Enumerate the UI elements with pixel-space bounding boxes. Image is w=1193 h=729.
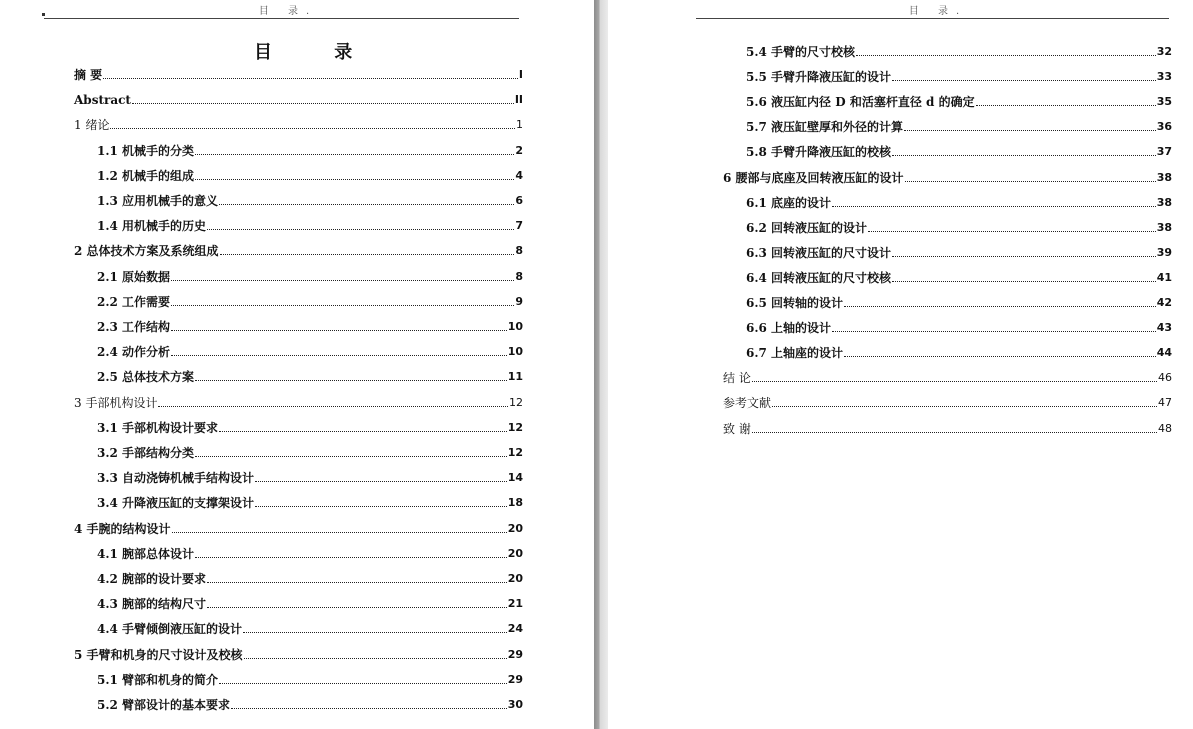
toc-entry[interactable] xyxy=(97,694,523,712)
toc-page-number: 38 xyxy=(1156,196,1172,209)
toc-entry[interactable] xyxy=(746,66,1172,84)
toc-entry[interactable] xyxy=(746,242,1172,260)
toc-entry-title: 3 手部机构设计 xyxy=(74,396,158,410)
toc-entry-title: 1.2 机械手的组成 xyxy=(97,169,195,183)
toc-page-number: 35 xyxy=(1156,95,1172,108)
dot-leader xyxy=(132,103,514,104)
dot-leader xyxy=(856,55,1156,56)
toc-page-number: 39 xyxy=(1156,246,1172,259)
dot-leader xyxy=(772,406,1157,407)
toc-entry[interactable] xyxy=(97,543,523,561)
toc-entry[interactable] xyxy=(97,190,523,208)
dot-leader xyxy=(171,280,514,281)
toc-entry-title: 3.4 升降液压缸的支撑架设计 xyxy=(97,496,255,510)
toc-entry[interactable] xyxy=(746,116,1172,134)
dot-leader xyxy=(207,582,507,583)
toc-entry[interactable] xyxy=(74,518,523,536)
toc-entry[interactable] xyxy=(746,41,1172,59)
toc-page-number: 18 xyxy=(507,496,523,509)
toc-page-number: 29 xyxy=(507,648,523,661)
toc-page-number: 41 xyxy=(1156,271,1172,284)
toc-entry-title: 6.5 回转轴的设计 xyxy=(746,296,844,310)
toc-entry[interactable] xyxy=(746,192,1172,210)
toc-entry-title: 结 论 xyxy=(723,371,751,385)
dot-leader xyxy=(892,155,1156,156)
toc-page-number: I xyxy=(518,68,523,81)
toc-entry[interactable] xyxy=(97,366,523,384)
toc-entry-title: 5.6 液压缸内径 D 和活塞杆直径 d 的确定 xyxy=(746,95,975,109)
toc-page-number: 42 xyxy=(1156,296,1172,309)
toc-entry-title: 1 绪论 xyxy=(74,118,110,132)
toc-entry-title: Abstract xyxy=(74,93,131,107)
toc-entry-title: 4.1 腕部总体设计 xyxy=(97,547,195,561)
toc-entry[interactable] xyxy=(746,292,1172,310)
toc-page-number: 48 xyxy=(1158,422,1172,435)
dot-leader xyxy=(255,506,507,507)
toc-page-number: 20 xyxy=(507,572,523,585)
toc-page-number: 47 xyxy=(1158,396,1172,409)
toc-entry[interactable] xyxy=(97,618,523,636)
toc-page-number: 9 xyxy=(515,295,523,308)
dot-leader xyxy=(905,181,1156,182)
toc-entry-title: 1.3 应用机械手的意义 xyxy=(97,194,219,208)
toc-entry-title: 2.1 原始数据 xyxy=(97,270,171,284)
toc-entry-title: 4 手腕的结构设计 xyxy=(74,522,171,536)
toc-page-number: 10 xyxy=(507,320,523,333)
dot-leader xyxy=(195,456,507,457)
document-page-left xyxy=(0,0,594,729)
dot-leader xyxy=(171,330,507,331)
toc-entry[interactable] xyxy=(97,316,523,334)
toc-page-number: 12 xyxy=(507,421,523,434)
toc-entry-title: 6.2 回转液压缸的设计 xyxy=(746,221,868,235)
dot-leader xyxy=(255,481,507,482)
toc-page-number: 33 xyxy=(1156,70,1172,83)
toc-entry-title: 摘 要 xyxy=(74,68,103,82)
toc-entry-title: 5 手臂和机身的尺寸设计及校核 xyxy=(74,648,243,662)
toc-page-number: II xyxy=(514,93,523,106)
dot-leader xyxy=(892,80,1156,81)
header-rule xyxy=(696,18,1169,19)
toc-entry[interactable] xyxy=(97,165,523,183)
toc-entry-title: 4.3 腕部的结构尺寸 xyxy=(97,597,207,611)
toc-page-number: 21 xyxy=(507,597,523,610)
toc-entry-title: 致 谢 xyxy=(723,422,751,436)
toc-page-number: 46 xyxy=(1158,371,1172,384)
toc-page-number: 8 xyxy=(515,270,523,283)
toc-entry-title: 1.4 用机械手的历史 xyxy=(97,219,207,233)
toc-entry[interactable] xyxy=(97,417,523,435)
toc-entry-title: 4.4 手臂倾倒液压缸的设计 xyxy=(97,622,243,636)
document-page-right xyxy=(608,0,1193,729)
toc-entry-title: 3.3 自动浇铸机械手结构设计 xyxy=(97,471,255,485)
page-header: 目 录. xyxy=(258,6,318,17)
dot-leader xyxy=(832,206,1156,207)
dot-leader xyxy=(110,128,515,129)
dot-leader xyxy=(219,431,507,432)
toc-entry-title: 5.8 手臂升降液压缸的校核 xyxy=(746,145,892,159)
toc-entry[interactable] xyxy=(97,442,523,460)
toc-entry[interactable] xyxy=(97,341,523,359)
dot-leader xyxy=(244,658,507,659)
dot-leader xyxy=(243,632,507,633)
page-gutter xyxy=(594,0,608,729)
toc-page-number: 12 xyxy=(507,446,523,459)
toc-page-number: 7 xyxy=(515,219,523,232)
toc-entry[interactable] xyxy=(74,114,523,132)
dot-leader xyxy=(195,179,514,180)
toc-page-number: 30 xyxy=(507,698,523,711)
toc-entry-title: 2.4 动作分析 xyxy=(97,345,171,359)
toc-page-number: 20 xyxy=(507,522,523,535)
toc-entry-title: 5.4 手臂的尺寸校核 xyxy=(746,45,856,59)
toc-entry[interactable] xyxy=(74,89,523,107)
toc-entry[interactable] xyxy=(723,167,1172,185)
dot-leader xyxy=(892,256,1156,257)
toc-page-number: 12 xyxy=(509,396,523,409)
toc-page-number: 38 xyxy=(1156,221,1172,234)
toc-page-number: 2 xyxy=(515,144,523,157)
dot-leader xyxy=(976,105,1156,106)
dot-leader xyxy=(171,355,507,356)
toc-entry[interactable] xyxy=(723,367,1172,385)
toc-entry-title: 6 腰部与底座及回转液压缸的设计 xyxy=(723,171,904,185)
toc-entry[interactable] xyxy=(97,593,523,611)
dot-leader xyxy=(752,381,1157,382)
dot-leader xyxy=(207,607,507,608)
toc-entry[interactable] xyxy=(746,141,1172,159)
toc-entry-title: 3.1 手部机构设计要求 xyxy=(97,421,219,435)
dot-leader xyxy=(171,305,514,306)
toc-entry-title: 6.7 上轴座的设计 xyxy=(746,346,844,360)
toc-entry-title: 2 总体技术方案及系统组成 xyxy=(74,244,219,258)
toc-page-number: 4 xyxy=(515,169,523,182)
toc-entry[interactable] xyxy=(97,568,523,586)
toc-page-number: 44 xyxy=(1156,346,1172,359)
toc-entry-title: 6.1 底座的设计 xyxy=(746,196,832,210)
toc-entry-title: 3.2 手部结构分类 xyxy=(97,446,195,460)
toc-entry[interactable] xyxy=(97,266,523,284)
toc-page-number: 20 xyxy=(507,547,523,560)
toc-page-number: 10 xyxy=(507,345,523,358)
toc-entry-title: 2.5 总体技术方案 xyxy=(97,370,195,384)
dot-leader xyxy=(231,708,507,709)
toc-entry-title: 5.7 液压缸壁厚和外径的计算 xyxy=(746,120,904,134)
toc-entry-title: 4.2 腕部的设计要求 xyxy=(97,572,207,586)
toc-entry[interactable] xyxy=(74,240,523,258)
toc-entry-title: 2.2 工作需要 xyxy=(97,295,171,309)
toc-entry[interactable] xyxy=(746,317,1172,335)
dot-leader xyxy=(195,154,514,155)
toc-page-number: 1 xyxy=(516,118,523,131)
dot-leader xyxy=(832,331,1156,332)
toc-entry[interactable] xyxy=(746,342,1172,360)
toc-page-number: 37 xyxy=(1156,145,1172,158)
toc-title: 目 录 xyxy=(254,42,381,63)
toc-entry[interactable] xyxy=(74,392,523,410)
toc-entry[interactable] xyxy=(97,467,523,485)
toc-entry-title: 5.1 臂部和机身的简介 xyxy=(97,673,219,687)
dot-leader xyxy=(844,306,1156,307)
toc-page-number: 14 xyxy=(507,471,523,484)
toc-entry-title: 6.4 回转液压缸的尺寸校核 xyxy=(746,271,892,285)
toc-entry[interactable] xyxy=(723,392,1172,410)
dot-leader xyxy=(195,380,507,381)
toc-entry[interactable] xyxy=(97,669,523,687)
dot-leader xyxy=(868,231,1156,232)
toc-entry[interactable] xyxy=(746,91,1172,109)
toc-page-number: 29 xyxy=(507,673,523,686)
toc-entry[interactable] xyxy=(723,418,1172,436)
dot-leader xyxy=(207,229,514,230)
toc-entry[interactable] xyxy=(746,217,1172,235)
page-header: 目 录. xyxy=(908,6,968,17)
toc-page-number: 32 xyxy=(1156,45,1172,58)
dot-leader xyxy=(172,532,507,533)
toc-entry[interactable] xyxy=(97,492,523,510)
toc-page-number: 24 xyxy=(507,622,523,635)
toc-page-number: 6 xyxy=(515,194,523,207)
toc-entry-title: 5.2 臂部设计的基本要求 xyxy=(97,698,231,712)
toc-entry-title: 6.3 回转液压缸的尺寸设计 xyxy=(746,246,892,260)
toc-entry[interactable] xyxy=(746,267,1172,285)
toc-page-number: 36 xyxy=(1156,120,1172,133)
toc-entry[interactable] xyxy=(97,140,523,158)
toc-entry-title: 6.6 上轴的设计 xyxy=(746,321,832,335)
toc-page-number: 11 xyxy=(507,370,523,383)
corner-mark xyxy=(42,13,45,16)
dot-leader xyxy=(219,204,514,205)
dot-leader xyxy=(158,406,508,407)
toc-entry-title: 参考文献 xyxy=(723,396,772,410)
dot-leader xyxy=(103,78,518,79)
toc-entry[interactable] xyxy=(97,291,523,309)
dot-leader xyxy=(904,130,1156,131)
toc-entry-title: 2.3 工作结构 xyxy=(97,320,171,334)
dot-leader xyxy=(220,254,515,255)
toc-entry[interactable] xyxy=(97,215,523,233)
toc-page-number: 43 xyxy=(1156,321,1172,334)
dot-leader xyxy=(219,683,507,684)
dot-leader xyxy=(844,356,1156,357)
dot-leader xyxy=(195,557,507,558)
header-rule xyxy=(44,18,519,19)
toc-entry[interactable] xyxy=(74,644,523,662)
toc-entry[interactable] xyxy=(74,64,523,82)
toc-entry-title: 5.5 手臂升降液压缸的设计 xyxy=(746,70,892,84)
toc-page-number: 38 xyxy=(1156,171,1172,184)
toc-page-number: 8 xyxy=(515,244,523,257)
toc-entry-title: 1.1 机械手的分类 xyxy=(97,144,195,158)
dot-leader xyxy=(752,432,1157,433)
dot-leader xyxy=(892,281,1156,282)
